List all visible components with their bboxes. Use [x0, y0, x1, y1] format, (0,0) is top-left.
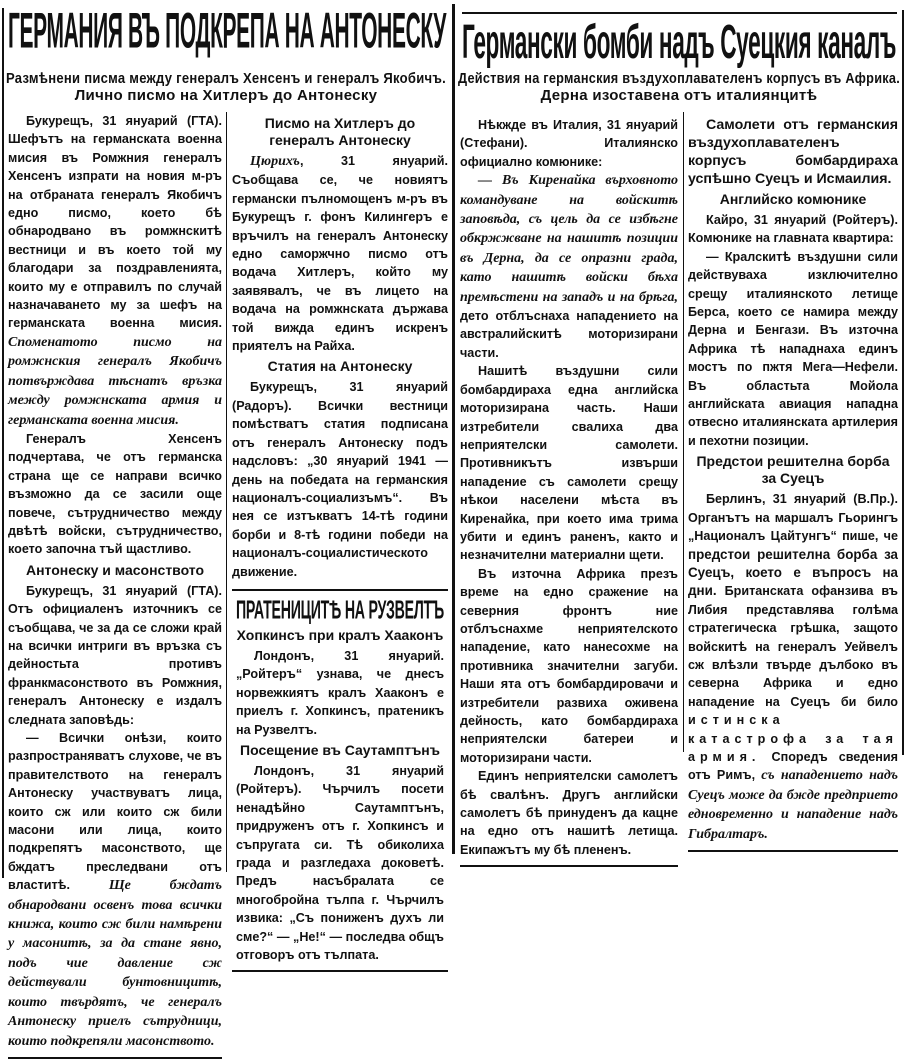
text-run: Букурещъ, 31 януарий (Радоръ). Всички вестници помѣстватъ статия подписана отъ генералъ Антонеску подъ надсловъ: „30 януарий 1941 — день на победата на германския националъ-социализъмъ“. Въ нея се изтъкватъ 14-тѣ години борби и 8-тѣ години победи на националъ-социалистическото движение. — [232, 380, 448, 579]
left-subhead-line-2: Лично писмо на Хитлеръ до Антонеску — [74, 87, 378, 104]
italic-text: Ще бждатъ обнародвани освенъ това всички книжа, които сж били намѣрени у масонитѣ, за да стане явно, подъ чие давление сж действували бунтовницитѣ, които твърдятъ, че генералъ Антонеску приелъ сътрудници, които подкрепяли масонството. — [8, 878, 222, 1049]
section-heading: Писмо на Хитлеръ до генералъ Антонеску — [264, 115, 416, 148]
text-run: — Всички онѣзи, които разпространяватъ слухове, че въ правителството на генералъ Антонеску участвуватъ лица, които сж или които сж били масони или лица, които подкрепятъ масонството, ще бждатъ преследвани отъ властитѣ. — [8, 731, 222, 893]
paragraph — [688, 211, 898, 248]
text-run: Лондонъ, 31 януарий. „Ройтеръ“ узнава, че днесъ норвежкиятъ кралъ Хааконъ е приелъ г. Хопкинсъ, пратеникъ на Рузвелтъ. — [236, 648, 444, 737]
text-run: дето отблъснаха нападението на австралийскитѣ моторизирани части. — [460, 309, 678, 360]
text-run: Споредъ сведения отъ Римъ, — [688, 749, 898, 783]
column-rule — [683, 112, 684, 752]
section-heading: Английско комюнике — [719, 191, 867, 207]
left-subhead-line-2-wrap — [6, 87, 446, 104]
italic-text: Споменатото писмо на ромжнския генералъ Якобичъ потвърждава тѣснатъ връзка между ромжнската армия и германската военна мисия. — [8, 334, 222, 428]
italic-text: съ нападението надъ Суецъ може да бжде предприето едновременно и нападение надъ Гибралтаръ. — [688, 768, 898, 842]
right-subhead-line-2-wrap — [458, 87, 900, 104]
text-run: Генералъ Хенсенъ подчертава, че отъ германска страна ще се направи всичко възможно да се засили още повече, сътрудничество между двѣтѣ войски, сътрудничество, което започна тъй щастливо. — [8, 431, 222, 557]
section-heading: Предстои решителна борба за Суецъ — [696, 453, 890, 487]
italic-text: — Въ Киренайка върховното командуване на войскитѣ заповѣда, съ цель да се избѣгне обкржжване на нашитѣ позиции въ Дерна, да се опразни града, като нашитѣ войски бѣха премѣстени на западъ и на брѣга, — [460, 173, 678, 305]
right-subhead-line-2: Дерна изоставена отъ италиянцитѣ — [540, 87, 818, 104]
paragraph — [460, 116, 678, 171]
paragraph — [8, 582, 222, 729]
section-heading: Статия на Антонеску — [267, 358, 413, 375]
paragraph — [460, 565, 678, 767]
section-heading: Антонеску и масонството — [25, 561, 205, 578]
paragraph — [460, 767, 678, 859]
paragraph — [460, 171, 678, 362]
italic-text: Цюрихъ — [250, 154, 300, 169]
paragraph — [8, 430, 222, 559]
paragraph — [236, 762, 444, 964]
left-subhead-line-1: Размѣнени писма между генералъ Хенсенъ и генералъ Якобичъ. — [6, 70, 446, 87]
box-body — [236, 627, 444, 965]
left-column-2-body — [232, 115, 448, 581]
lead-paragraph — [688, 116, 898, 188]
text-run: Букурещъ, 31 януарий (ГТА). Шефътъ на германската военна мисия въ Ромжния генералъ Хенсенъ изпрати на новия м-ръ на отбраната генералъ Якобичъ едно писмо, което бѣ обнародвано въ ромжнскитѣ вестници и въ което той му благодари за поздравленията, които му е отправилъ по случай назначаването му за шефъ на германската военна мисия. — [8, 114, 222, 331]
right-column-4-body — [688, 191, 898, 844]
text-run: Лондонъ, 31 януарий (Ройтеръ). Чърчилъ посети ненадѣйно Саутамптънъ, придруженъ отъ г. Хопкинсъ и съпругата си. Тѣ обиколиха града и разгледаха доковетѣ. Предъ насъбралата се многобройна тълпа г. Чърчилъ извика: „Съ пониженъ духъ ли сме?“ — „Не!“ — последва общъ отговоръ отъ тълпата. — [236, 763, 444, 963]
lead-text: Самолети отъ германския въздухоплавателенъ корпусъ бомбардираха успѣшно Суецъ и Исмаилия. — [688, 117, 898, 187]
roosevelt-envoys-box — [232, 589, 448, 973]
left-subhead — [6, 70, 446, 104]
section-heading: Хопкинсъ при кралъ Хааконъ — [236, 626, 444, 643]
right-column-3 — [460, 116, 678, 867]
paragraph — [8, 729, 222, 1051]
left-column-1 — [8, 112, 222, 1059]
bold-text: предстои решителна борба за Суецъ, което е въпросъ на дни. — [688, 546, 898, 599]
right-subhead-line-1: Действия на германския въздухоплавателенъ корпусъ въ Африка. — [458, 70, 900, 87]
right-column-4 — [688, 116, 898, 852]
text-run: , 31 януарий. Съобщава се, че новиятъ германски пълномощенъ м-ръ въ Букурещъ г. фонъ Килингеръ е връчилъ на генералъ Антонеску едно саморжчно писмо отъ водача Хитлеръ, който му заявявалъ, че въ лицето на водача на ромжнската държава той вижда единъ искренъ приятелъ на Райха. — [232, 154, 448, 354]
paragraph — [8, 112, 222, 430]
paragraph — [688, 248, 898, 450]
box-headline: ПРАТЕНИЦИТѢ НА РУЗВЕЛТЪ — [236, 595, 444, 625]
text-run: Букурещъ, 31 януарий (ГТА). Отъ официаленъ източникъ се съобщава, че за да се сложи край на всички интриги въ връзка съ дейностьта противъ франкмасонството въ Ромжния, генералъ Антонеску е издалъ следната заповѣдь: — [8, 583, 222, 727]
left-headline-wrap — [8, 2, 446, 59]
column-rule — [226, 112, 227, 872]
left-column-2 — [232, 112, 448, 972]
text-run: — Кралскитѣ въздушни сили действуваха изключително срещу италиянското летище Берса, което се намира между Дерна и Бенгази. Въ източна Африка тѣ нападнаха единъ мостъ по пжтя Мега—Нефели. Въ областьта Мойола английската авиация нападна отвесно италиянската артилерия и пехотни позиции. — [688, 249, 898, 448]
box-headline-wrap — [236, 597, 444, 623]
text-run: Нашитѣ въздушни сили бомбардираха една английска моторизирана часть. Наши изтребители свалиха два неприятелски самолети. Противникътъ извърши нападение съ самолети срещу нѣкои населени мѣста въ Киренайка, при което има трима убити и единъ раненъ, както и незначителни материални щети. — [460, 364, 678, 563]
text-run: Нѣкжде въ Италия, 31 януарий (Стефани). Италиянско официално комюнике: — [460, 118, 678, 169]
paragraph — [236, 647, 444, 739]
section-heading: Посещение въ Саутамптънъ — [240, 741, 440, 758]
column-rule — [902, 10, 904, 755]
paragraph — [460, 362, 678, 564]
spaced-text: истинска катастрофа за тая армия. — [688, 713, 898, 764]
column-rule — [2, 8, 4, 878]
paragraph — [688, 490, 898, 844]
text-run: Берлинъ, 31 януарий (В.Пр.). Органътъ на маршалъ Гьорингъ „Националъ Цайтунгъ“ пише, че — [688, 492, 898, 544]
text-run: Въ източна Африка презъ време на едно сражение на северния фронтъ ние отблъснахме неприятелското нападение, като нанесохме на противника значителни загуби. Наши ята отъ бомбардировачи и изтребители развиха оживена дейность, като бомбардираха неприятелски батереи и моторизирани части. — [460, 566, 678, 765]
right-headline-wrap — [462, 14, 896, 69]
text-run: Кайро, 31 януарий (Ройтеръ). Комюнике на главната квартира: — [688, 213, 898, 246]
paragraph — [232, 378, 448, 580]
left-subhead-line-1-wrap — [6, 70, 446, 87]
right-headline: Германски бомби надъ Суецкия каналъ — [462, 14, 896, 69]
column-rule — [452, 4, 455, 854]
right-subhead-line-1-wrap — [458, 70, 900, 87]
text-run: Единъ неприятелски самолетъ бѣ свалѣнъ. Другъ английски самолетъ бѣ принуденъ да кацне на едно отъ нашитѣ летища. Екипажътъ му бѣ плененъ. — [460, 769, 678, 857]
left-headline: ГЕРМАНИЯ ВЪ ПОДКРЕПА НА АНТОНЕСКУ — [8, 2, 446, 59]
top-rule — [462, 12, 897, 14]
text-run: Британската офанзива въ Либия представлява голѣма стратегическа грѣшка, защото войскитѣ на генералъ Уейвелъ сж влѣзли твърде дълбоко въ северна Африка и едно нападение на Суецъ би било — [688, 584, 898, 709]
right-subhead — [458, 70, 900, 104]
paragraph — [232, 152, 448, 355]
